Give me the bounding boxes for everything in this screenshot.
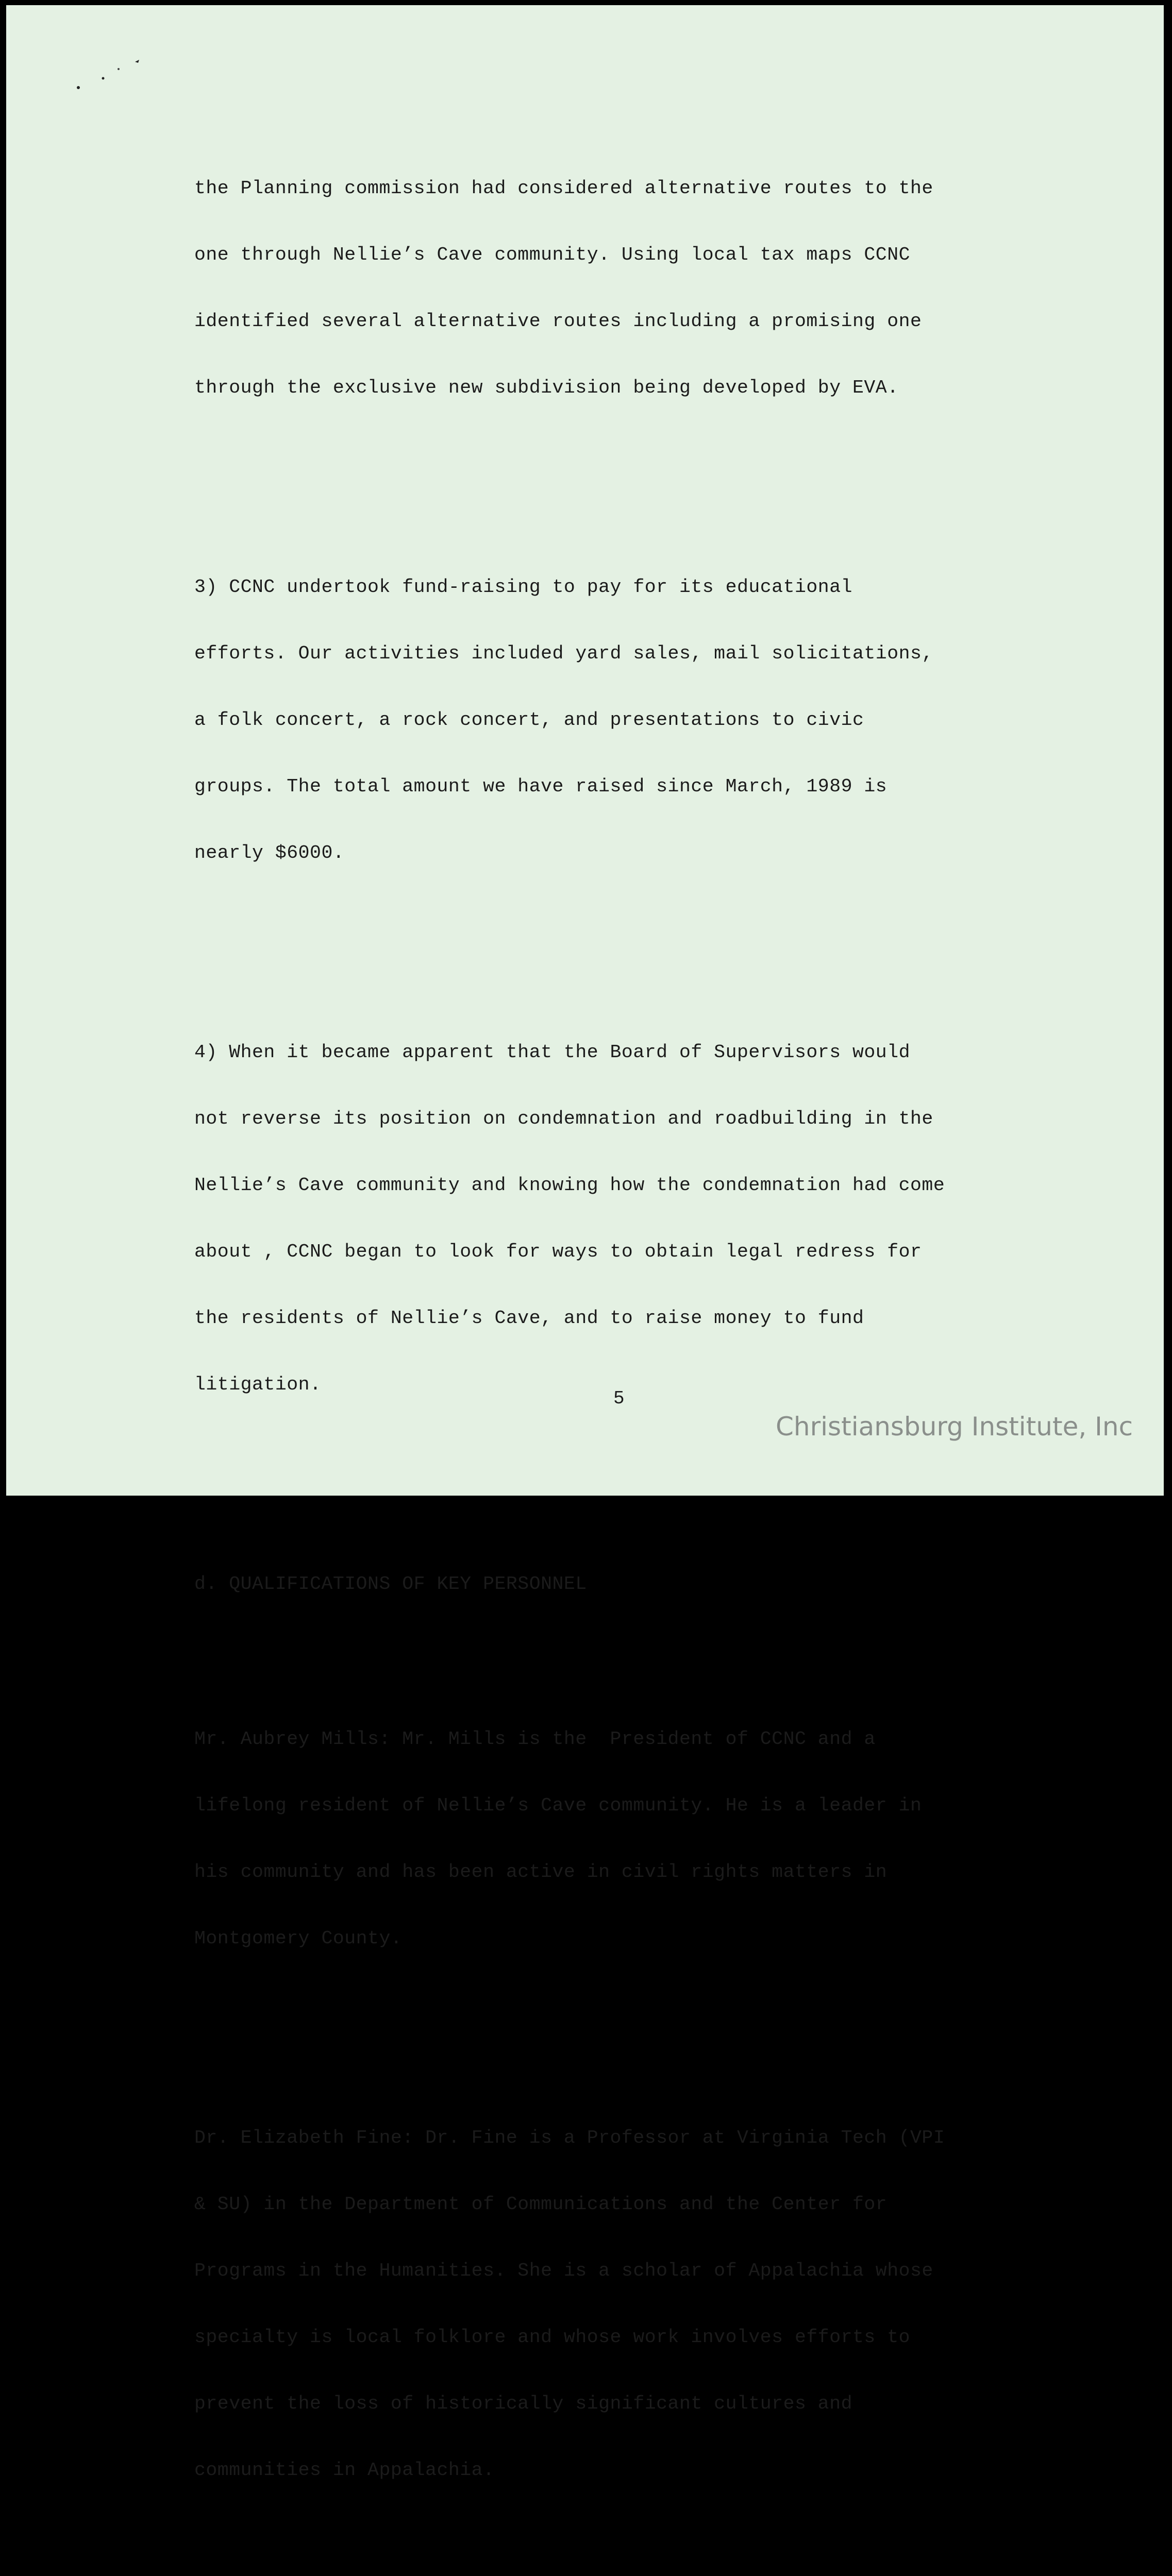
personnel-mills xyxy=(194,1684,1148,1994)
paragraph-item-4 xyxy=(194,997,1148,1440)
text-line: through the exclusive new subdivision being developed by EVA. xyxy=(194,377,899,398)
text-line: nearly $6000. xyxy=(194,842,345,863)
text-line: identified several alternative routes including a promising one xyxy=(194,311,922,332)
text-line: one through Nellie’s Cave community. Using local tax maps CCNC xyxy=(194,244,911,265)
paragraph-item-3 xyxy=(194,532,1148,908)
text-line: 4) When it became apparent that the Board of Supervisors would xyxy=(194,1042,911,1063)
text-line: a folk concert, a rock concert, and presentations to civic xyxy=(194,709,864,731)
text-line: Mr. Aubrey Mills: Mr. Mills is the President of CCNC and a xyxy=(194,1728,876,1750)
text-line: 3) CCNC undertook fund-raising to pay for its educational xyxy=(194,577,853,598)
text-line: efforts. Our activities included yard sales, mail solicitations, xyxy=(194,643,933,664)
text-line: prevent the loss of historically significant cultures and xyxy=(194,2393,853,2414)
text-line: groups. The total amount we have raised since March, 1989 is xyxy=(194,776,888,797)
paragraph-intro xyxy=(194,133,1148,443)
text-line: the residents of Nellie’s Cave, and to raise money to fund xyxy=(194,1308,864,1329)
text-line: Montgomery County. xyxy=(194,1928,403,1949)
text-line: & SU) in the Department of Communications and the Center for xyxy=(194,2194,888,2215)
text-line: Programs in the Humanities. She is a scholar of Appalachia whose xyxy=(194,2260,933,2281)
page-number: 5 xyxy=(613,1388,625,1409)
text-line: not reverse its position on condemnation and roadbuilding in the xyxy=(194,1108,933,1129)
text-line: communities in Appalachia. xyxy=(194,2460,495,2481)
watermark: Christiansburg Institute, Inc xyxy=(776,1412,1133,1442)
text-line: Dr. Elizabeth Fine: Dr. Fine is a Professor at Virginia Tech (VPI xyxy=(194,2127,945,2148)
text-line: Nellie’s Cave community and knowing how the condemnation had come xyxy=(194,1175,945,1196)
document-page xyxy=(6,5,1164,2481)
paper-specks xyxy=(73,50,150,92)
personnel-fine xyxy=(194,2082,1148,2526)
text-line: specialty is local folklore and whose work involves efforts to xyxy=(194,2327,911,2348)
text-line: litigation. xyxy=(194,1374,322,1395)
text-line: lifelong resident of Nellie’s Cave community. He is a leader in xyxy=(194,1795,922,1816)
section-heading: d. QUALIFICATIONS OF KEY PERSONNEL xyxy=(194,1573,587,1595)
text-line: about , CCNC began to look for ways to obtain legal redress for xyxy=(194,1241,922,1262)
text-line: the Planning commission had considered alternative routes to the xyxy=(194,178,933,199)
document-body xyxy=(194,89,1148,2576)
text-line: his community and has been active in civil rights matters in xyxy=(194,1861,888,1883)
